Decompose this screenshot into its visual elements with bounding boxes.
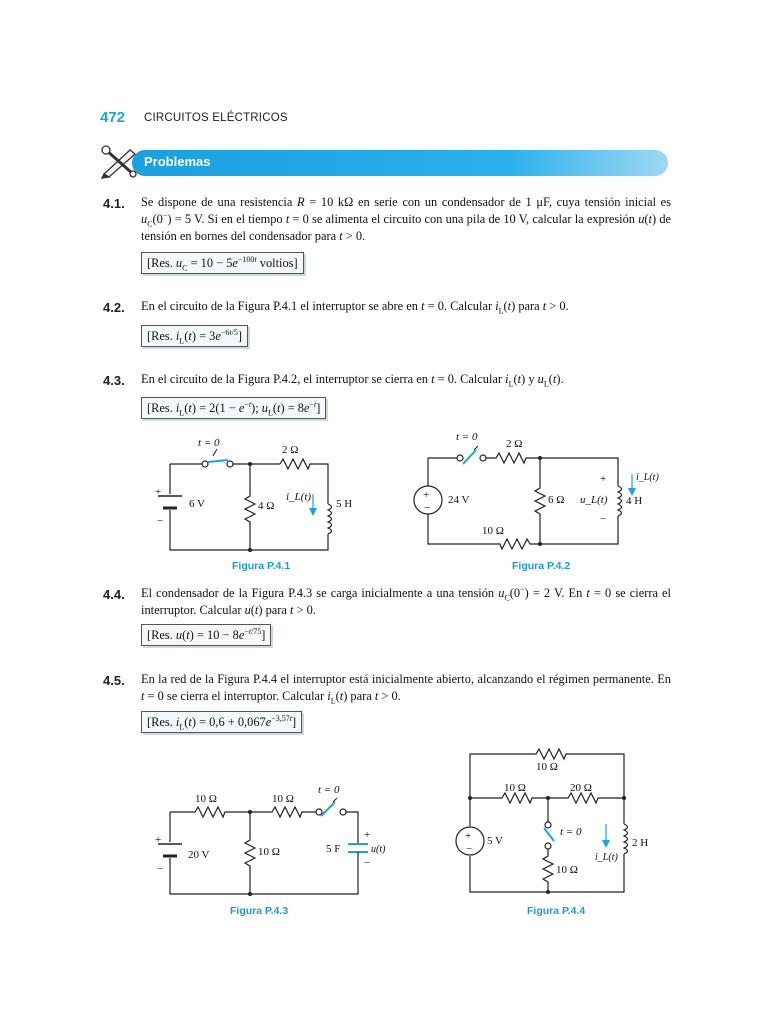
resistor-label: 10 Ω <box>482 525 504 537</box>
banner-bar <box>132 150 668 176</box>
minus-sign: − <box>466 843 473 855</box>
capacitor-label: 5 F <box>326 843 341 855</box>
current-label: i_L(t) <box>286 491 312 503</box>
problem-text-4-3: En el circuito de la Figura P.4.2, el interruptor se cierra en t = 0. Calcular $i_L(t)$ y $u_L(t)$. <box>141 372 564 389</box>
figure-caption: Figura P.4.1 <box>232 560 291 572</box>
minus-sign: − <box>157 863 164 875</box>
resistor-label: 2 Ω <box>506 438 523 450</box>
page-number: 472 <box>100 109 126 126</box>
plus-sign: + <box>155 486 162 498</box>
source-label: 24 V <box>448 494 470 506</box>
switch-label: t = 0 <box>560 826 582 838</box>
answer-4-4: [Res. $u(t) = 10 - 8e^{-t/75}$] <box>141 624 271 646</box>
plus-sign: + <box>155 834 162 846</box>
figure-p-4-1 <box>150 432 353 557</box>
source-label: 20 V <box>188 849 210 861</box>
current-label: i_L(t) <box>595 852 618 863</box>
problem-number: 4.3. <box>103 373 125 388</box>
inductor-label: 2 H <box>632 837 649 849</box>
plus-sign: + <box>465 830 472 842</box>
voltage-label: u(t) <box>371 844 386 855</box>
inductor-label: 5 H <box>336 498 353 510</box>
minus-sign: − <box>157 515 164 527</box>
figure-caption: Figura P.4.4 <box>527 905 586 917</box>
section-title: Problemas <box>144 154 211 169</box>
problem-number: 4.5. <box>103 673 125 688</box>
resistor-label: 20 Ω <box>570 782 592 794</box>
minus-sign: − <box>600 513 607 525</box>
problem-text-4-4: El condensador de la Figura P.4.3 se carga inicialmente a una tensión $u_C(0^-) = 2$ V. En t = 0 se cierra el interruptor. Calcular u(t) para t > 0. <box>141 584 672 617</box>
figure-caption: Figura P.4.3 <box>230 905 289 917</box>
running-title: CIRCUITOS ELÉCTRICOS <box>144 112 288 124</box>
plus-sign: + <box>600 473 607 485</box>
answer-4-2: [Res. $i_L(t) = 3e^{-6t/5}$] <box>141 325 248 347</box>
switch-label: t = 0 <box>456 431 478 443</box>
resistor-label: 10 Ω <box>272 793 294 805</box>
problem-text-4-5: En la red de la Figura P.4.4 el interruptor está inicialmente abierto, alcanzando el régimen permanente. En t = 0 se cierra el interruptor. Calcular $i_L(t)$ para t > 0. <box>141 672 671 706</box>
figure-p-4-4 <box>452 742 672 902</box>
resistor-label: 6 Ω <box>548 494 565 506</box>
resistor-label: 10 Ω <box>195 793 217 805</box>
answer-4-1: [Res. $u_C = 10 - 5e^{-100t}$ voltios] <box>141 252 304 274</box>
answer-4-3: [Res. $i_L(t) = 2(1 - e^{-t})$; $u_L(t) = 8e^{-t}$] <box>141 397 326 419</box>
resistor-label: 10 Ω <box>258 846 280 858</box>
voltage-label: u_L(t) <box>580 494 608 506</box>
inductor-label: 4 H <box>626 495 643 507</box>
problem-number: 4.4. <box>103 587 125 602</box>
figure-caption: Figura P.4.2 <box>512 560 571 572</box>
switch-label: t = 0 <box>198 437 220 449</box>
resistor-label: 2 Ω <box>282 444 299 456</box>
resistor-label: 4 Ω <box>258 500 275 512</box>
source-label: 5 V <box>487 835 503 847</box>
pencil-wrench-icon <box>100 144 140 178</box>
figure-p-4-2 <box>410 428 659 556</box>
switch-label: t = 0 <box>318 784 340 796</box>
problem-number: 4.1. <box>103 196 125 211</box>
resistor-label: 10 Ω <box>556 864 578 876</box>
problem-text-4-1: Se dispone de una resistencia R = 10 kΩ en serie con un condensador de 1 μF, cuya tensión inicial es $u_C(0^-) = 5$ V. Si en el tiempo t = 0 se alimenta el circuito con una pila de 10 V, calcular la expresión u(t) de tensión en bornes del condensador para t > 0. <box>141 195 672 243</box>
problem-text-4-2: En el circuito de la Figura P.4.1 el interruptor se abre en t = 0. Calcular $i_L(t)$ para t > 0. <box>141 299 569 316</box>
problem-number: 4.2. <box>103 300 125 315</box>
resistor-label: 10 Ω <box>504 782 526 794</box>
resistor-label: 10 Ω <box>536 761 558 773</box>
answer-4-5: [Res. $i_L(t) = 0,6 + 0,067e^{-3,57t}$] <box>141 711 302 733</box>
plus-sign: + <box>423 489 430 501</box>
section-banner <box>100 147 668 177</box>
plus-sign: + <box>364 829 371 841</box>
current-label: i_L(t) <box>636 472 659 483</box>
minus-sign: − <box>424 502 431 514</box>
figure-p-4-3 <box>150 780 390 900</box>
minus-sign: − <box>364 857 371 869</box>
source-label: 6 V <box>189 498 205 510</box>
